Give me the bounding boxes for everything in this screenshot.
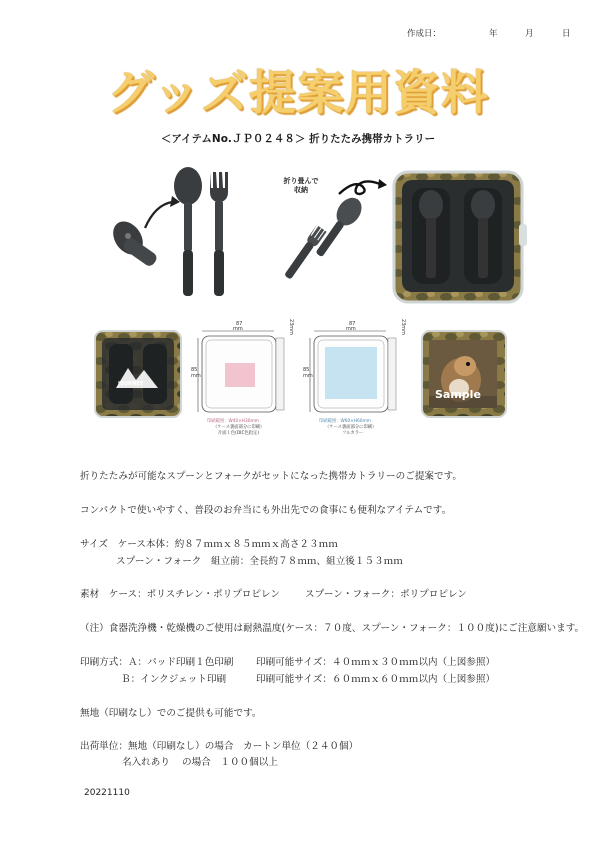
inkjet-note-3: フルカラー [342,431,364,436]
plain-option-text: 無地（印刷なし）でのご提供も可能です。 [80,708,262,719]
page-title: グッズ提案用資料 [107,66,489,121]
shipping-line-1: 出荷単位：無地（印刷なし）の場合 カートン単位（２４０個） [80,741,359,752]
created-date-label: 作成日： [407,29,442,39]
shipping-line-2-label: 名入れあり [122,757,170,768]
diagram-b-depth: 23mm [400,318,407,336]
document-code: 20221110 [84,788,130,798]
pad-note-3: 片面１色(DIC色指定) [218,431,260,436]
open-case-photo [392,170,528,304]
curved-arrow-icon [145,202,172,228]
pad-print-case-photo [94,330,182,418]
inkjet-print-diagram [302,318,414,418]
pad-note-2: （ケース裏面部分に印刷） [213,425,265,430]
print-b-size: 印刷可能サイズ：６０ｍｍｘ６０ｍｍ以内（上図参照） [256,674,496,685]
diagram-b-width-unit: mm [346,326,356,332]
folded-cutlery-photo [282,196,382,296]
fold-caption: 折り畳んで 収納 [283,177,319,194]
print-a-size: 印刷可能サイズ：４０ｍｍｘ３０ｍｍ以内（上図参照） [256,657,496,668]
year-label: 年 [489,29,498,39]
spoon-image [174,167,202,296]
print-b-method: Ｂ：インクジェット印刷 [121,674,227,685]
case-sample-text: Sample [435,388,481,401]
inkjet-note-1: 印刷範囲：W60×H60mm [319,419,371,424]
diagram-a-height: 85 [191,367,198,373]
diagram-a-width: 87 [236,321,243,327]
inkjet-note-2: （ケース裏面部分に印刷） [325,425,377,430]
pad-print-diagram [190,318,302,418]
folded-spoon-image [107,216,159,268]
size-line-2: スプーン・フォーク 組立前：全長約７８ｍｍ、組立後１５３ｍｍ [116,556,403,567]
diagram-b-height-unit: mm [303,373,313,379]
diagram-a-height-unit: mm [191,373,201,379]
case-logo-text: JOURNEY [118,381,144,387]
inkjet-print-area [325,347,377,399]
material-case: 素材 ケース：ポリスチレン・ポリプロピレン [80,589,280,600]
item-subtitle: ＜アイテムNo.ＪＰ０２４８＞ 折りたたみ携帯カトラリー [160,133,436,145]
diagram-a-width-unit: mm [233,326,243,332]
print-a-method: 印刷方式：Ａ：パッド印刷１色印刷 [80,657,234,668]
pad-print-area [225,363,255,387]
size-line-1: サイズ ケース本体：約８７ｍｍｘ８５ｍｍｘ高さ２３ｍｍ [80,539,338,550]
diagram-b-height: 85 [303,367,310,373]
pad-note-1: 印刷範囲：W40×H30mm [207,419,259,424]
cutlery-photo [100,160,250,310]
month-label: 月 [525,29,534,39]
caution-note: （注）食器洗浄機・乾燥機のご使用は耐熱温度(ケース：７０度、スプーン・フォーク：１００度)にご注意願います。 [80,623,585,634]
diagram-a-depth: 23mm [288,318,295,336]
fork-image [210,172,228,296]
inkjet-print-case-photo [421,330,507,418]
diagram-b-width: 87 [349,321,356,327]
material-cutlery: スプーン・フォーク：ポリプロピレン [305,589,467,600]
day-label: 日 [562,29,571,39]
shipping-line-2-value: の場合 １００個以上 [182,757,278,768]
intro-text: 折りたたみが可能なスプーンとフォークがセットになった携帯カトラリーのご提案です。 [80,471,463,482]
compact-text: コンパクトで使いやすく、普段のお弁当にも外出先での食事にも便利なアイテムです。 [80,505,452,516]
